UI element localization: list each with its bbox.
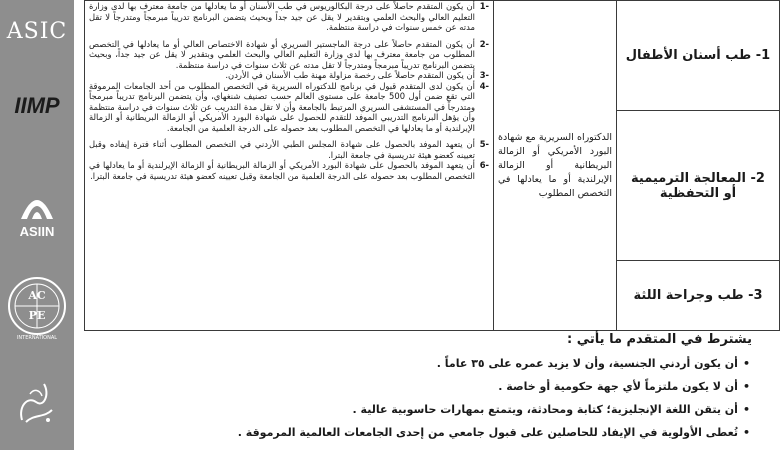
program-name: 1- طب أسنان الأطفال (625, 48, 771, 63)
condition-text: أن يكون المتقدم حاصلاً على درجة الماجستير السريري أو شهادة الاختصاص العالي أو ما يعادلها في التخصص المطلوب من جامعة معترف بها لدى وزارة التعليم العالي والبحث العلمي وبتقدير لا يقل عن جيد جداً، وبحيث يتضمن البرنامج تدريباً مبرمجاً ومتدرجاً لا تقل مدته عن ثلاث سنوات في دراسة منتظمة. (89, 38, 475, 70)
condition-item (89, 139, 489, 160)
arabic-seal-logo (8, 372, 66, 432)
svg-text:AC: AC (28, 289, 46, 302)
condition-item (89, 1, 489, 33)
program-cell (617, 111, 780, 261)
table-row (85, 1, 780, 111)
conditions-cell (85, 1, 494, 331)
svg-text:PE: PE (28, 309, 46, 322)
logo-strip (0, 0, 74, 450)
condition-text: أن يتعهد الموفد بالحصول على شهادة البورد الأمريكي أو الزمالة البريطانية أو الزمالة الإيرلندية أو ما يعادلها في التخصص المطلوب بعد حصوله على الدرجة العلمية من الجامعة وقبل تعيينه كعضو هيئة تدريسية في جامعة البترا. (89, 160, 475, 181)
requirement-item: • أن يكون أردني الجنسية، وأن لا يزيد عمره على ٣٥ عاماً . (110, 352, 750, 375)
requirement-item: • أن لا يكون ملتزماً لأي جهة حكومية أو خاصة . (110, 375, 750, 398)
condition-number: 2- (479, 38, 489, 49)
conditions-list (89, 1, 489, 181)
asiin-logo (8, 170, 66, 248)
degree-cell (494, 1, 617, 331)
requirements-table (84, 0, 780, 331)
svg-text:INTERNATIONAL: INTERNATIONAL (16, 335, 58, 341)
requirements-heading: يشترط في المتقدم ما يأتي : (567, 332, 752, 347)
condition-item (89, 81, 489, 134)
asic-logo-text: ASIC (6, 18, 68, 44)
acpe-logo (8, 272, 66, 344)
condition-item (89, 39, 489, 71)
condition-text: أن يتعهد الموفد بالحصول على شهادة المجلس الطبي الأردني في التخصص المطلوب أثناء فترة إيفاده وقبل تعيينه كعضو هيئة تدريسية في جامعة البترا. (89, 139, 475, 160)
calligraphy-seal-icon (14, 376, 60, 428)
condition-number: 5- (479, 139, 489, 149)
requirement-item: • تُعطى الأولوية في الإيفاد للحاصلين على قبول جامعي من إحدى الجامعات العالمية المرموقة . (110, 421, 750, 444)
iimp-logo (8, 92, 66, 120)
program-cell (617, 261, 780, 331)
condition-item (89, 160, 489, 181)
requirements-list (110, 352, 750, 444)
degree-text: الدكتوراه السريرية مع شهادة البورد الأمريكي أو الزمالة البريطانية أو الزمالة الإيرلندية أو ما يعادلها في التخصص المطلوب (498, 131, 612, 199)
program-name: 3- طب وجراحة اللثة (633, 288, 763, 303)
condition-number: 6- (479, 160, 489, 170)
asiin-emblem-icon (17, 179, 57, 221)
requirement-item: • أن يتقن اللغة الإنجليزية؛ كتابة ومحادثة، ويتمتع بمهارات حاسوبية عالية . (110, 398, 750, 421)
condition-item (89, 70, 489, 81)
condition-text: أن يكون المتقدم حاصلاً على رخصة مزاولة مهنة طب الأسنان في الأردن. (225, 70, 475, 80)
acpe-seal-icon (6, 275, 68, 341)
program-cell (617, 1, 780, 111)
condition-text: أن يكون المتقدم حاصلاً على درجة البكالوريوس في طب الأسنان أو ما يعادلها من جامعة معترف بها لدى وزارة التعليم العالي والبحث العلمي وبتقدير لا يقل عن جيد جداً وبحيث يتضمن البرنامج تدريباً مبرمجاً ومتدرجاً لا تقل مدته عن خمس سنوات في دراسة منتظمة. (89, 1, 475, 32)
program-name: 2- المعالجة الترميمية أو التحفظية (631, 170, 765, 201)
condition-number: 3- (479, 70, 489, 80)
condition-number: 1- (479, 1, 489, 11)
asic-logo (8, 0, 66, 62)
condition-text: أن يكون لدى المتقدم قبول في برنامج للدكتوراه السريرية في التخصص المطلوب من أحد الجامعات المرموقة التي تقع ضمن أول 500 جامعة على مستوى العالم حسب تصنيف شنغهاي، وأن يتضمن البرنامج تدريباً مبرمجاً ومتدرجاً في المستشفى السريري المرتبط بالجامعة وأن لا تقل مدة التدريب عن ثلاث سنوات في دراسة منتظمة وأن يؤهل البرنامج التدريبي الموفد للتقدم للحصول على شهادة البورد الأمريكي أو الزمالة البريطانية أو الزمالة الإيرلندية أو ما يعادلها في التخصص المطلوب بعد حصوله على الدرجة العلمية من الجامعة. (89, 80, 475, 133)
asiin-logo-text: ASIIN (19, 224, 55, 239)
condition-number: 4- (479, 80, 489, 91)
iimp-logo-text: IIMP (14, 93, 60, 118)
